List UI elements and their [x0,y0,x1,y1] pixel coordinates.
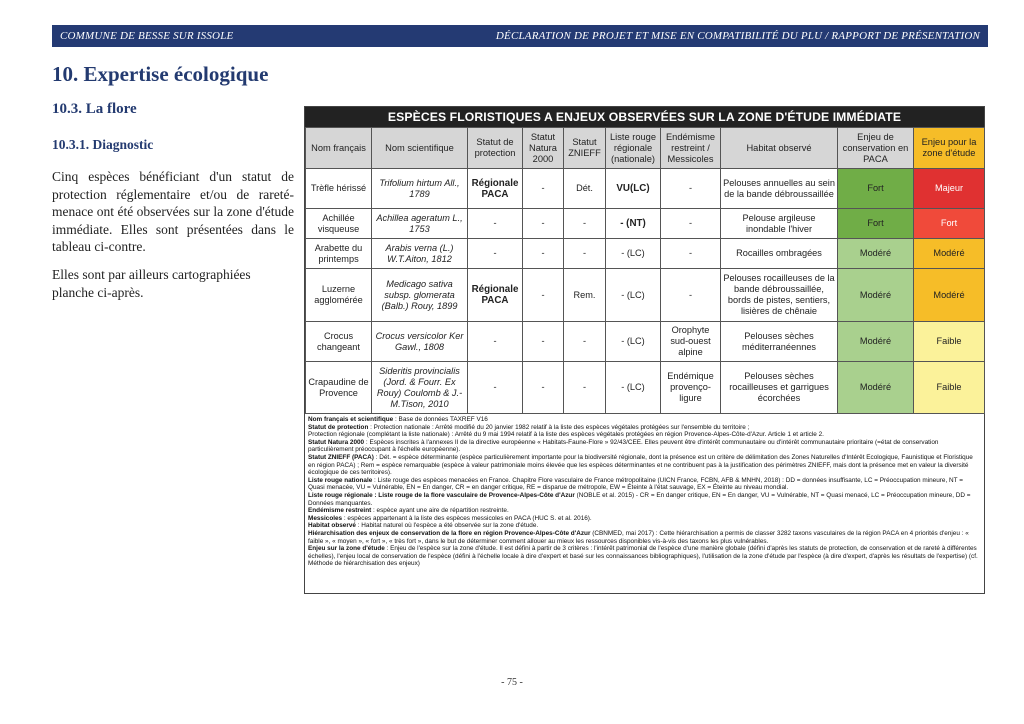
cell-nom-scientifique: Arabis verna (L.) W.T.Aiton, 1812 [372,239,468,269]
cell-znieff: Rem. [564,269,606,322]
cell-liste-rouge: - (LC) [606,322,661,362]
note-text: : Protection nationale : Arrêté modifié du 20 janvier 1982 relatif à la liste des espèces végétales protégées sur l'ensemble du territoire ; [368,423,750,431]
cell-nom-francais: Trèfle hérissé [306,169,372,209]
note-text: : Habitat naturel où l'espèce a été observée sur la zone d'étude. [355,522,539,530]
cell-enjeu-paca: Modéré [838,362,914,414]
cell-protection: - [468,322,523,362]
cell-habitat: Pelouses sèches méditerranéennes [721,322,838,362]
note-line [308,515,981,523]
table-row [306,322,985,362]
note-line [308,439,981,454]
note-text: (NOBLE et al. 2015) - CR = En danger critique, EN = En danger, VU = Vulnérable, NT = Quasi menacé, LC = Préoccupation mineure, DD = Données manquantes. [308,491,971,507]
cell-endemisme: - [661,169,721,209]
cell-protection: - [468,362,523,414]
note-label: Statut ZNIEFF (PACA) [308,453,374,461]
cell-enjeu-paca: Modéré [838,269,914,322]
cell-enjeu-paca: Fort [838,209,914,239]
note-text: : espèce ayant une aire de répartition restreinte. [371,507,509,515]
table-row [306,239,985,269]
species-table [305,127,985,414]
cell-natura: - [523,362,564,414]
cell-nom-francais: Crocus changeant [306,322,372,362]
cell-protection: - [468,209,523,239]
cell-nom-francais: Crapaudine de Provence [306,362,372,414]
note-line [308,507,981,515]
col-header-habitat: Habitat observé [721,128,838,169]
note-line [308,454,981,477]
note-line [308,431,981,439]
cell-enjeu-zone: Modéré [914,239,985,269]
page-header [52,25,988,47]
cell-endemisme: Orophyte sud-ouest alpine [661,322,721,362]
note-text: : Liste rouge des espèces menacées en France. Chapitre Flore vasculaire de France métropolitaine (UICN France, FCBN, AFB & MNHN, 2018) : DD = données insuffisante, LC = Préoccupation mineure, NT = Quasi menacée, VU = Vulnérable, EN = En danger, CR = en danger critique, RE = disparue de métropole, EW = Éteinte à l'état sauvage, EX = Éteinte au niveau mondial. [308,476,963,492]
note-label: Liste rouge nationale [308,476,373,484]
col-header-enjeu-zone: Enjeu pour la zone d'étude [914,128,985,169]
note-label: Hiérarchisation des enjeux de conservation de la flore en région Provence-Alpes-Côte d'Azur [308,529,591,537]
species-table-box [304,106,985,594]
table-title: ESPÈCES FLORISTIQUES A ENJEUX OBSERVÉES SUR LA ZONE D'ÉTUDE IMMÉDIATE [305,107,984,127]
header-document-title: DÉCLARATION DE PROJET ET MISE EN COMPATIBILITÉ DU PLU / RAPPORT DE PRÉSENTATION [495,30,980,42]
cell-habitat: Pelouse argileuse inondable l'hiver [721,209,838,239]
note-label: Statut Natura 2000 [308,438,365,446]
header-commune: COMMUNE DE BESSE SUR ISSOLE [60,30,234,42]
cell-nom-francais: Luzerne agglomérée [306,269,372,322]
note-label: Nom français et scientifique [308,416,394,423]
cell-protection: - [468,239,523,269]
cell-natura: - [523,322,564,362]
note-label: Enjeu sur la zone d'étude [308,545,385,553]
cell-enjeu-paca: Fort [838,169,914,209]
note-line [308,545,981,568]
cell-endemisme: - [661,269,721,322]
note-text: : Espèces inscrites à l'annexes II de la directive européenne « Habitats-Faune-Flore » 92/43/CEE. Elles peuvent être d'intérêt communautaire ou d'intérêt communautaire prioritaire (=état de conservation particulièrement préoccupant à l'échelle européenne). [308,438,939,454]
cell-protection: Régionale PACA [468,169,523,209]
note-label: Liste rouge régionale : Liste rouge de la flore vasculaire de Provence-Alpes-Côte d'Azur [308,491,575,499]
table-row [306,169,985,209]
cell-nom-scientifique: Medicago sativa subsp. glomerata (Balb.) Rouy, 1899 [372,269,468,322]
note-line [308,424,981,432]
cell-nom-scientifique: Achillea ageratum L., 1753 [372,209,468,239]
cell-natura: - [523,269,564,322]
cell-znieff: - [564,239,606,269]
cell-liste-rouge: - (LC) [606,269,661,322]
cell-liste-rouge: - (LC) [606,362,661,414]
cell-znieff: - [564,362,606,414]
cell-nom-francais: Arabette du printemps [306,239,372,269]
col-header-endemisme: Endémisme restreint / Messicoles [661,128,721,169]
col-header-natura: Statut Natura 2000 [523,128,564,169]
note-text: : Enjeu de l'espèce sur la zone d'étude. Il est défini à partir de 3 critères : l'intérêt patrimonial de l'espèce d'une manière globale (défini d'après les statuts de protection, de conservation et de rareté à différentes échelles), l'enjeu local de conservation de l'espèce (défini à l'échelle locale à dire d'expert et basé sur les connaissances bibliographiques), l'utilisation de la zone d'étude par l'espèce (à dire d'expert, d'après les résultats de l'expertise) (cf. Méthode de hiérarchisation des enjeux) [308,545,978,568]
note-line [308,416,981,424]
col-header-liste-rouge: Liste rouge régionale (nationale) [606,128,661,169]
table-notes [305,414,984,570]
table-row [306,209,985,239]
note-line [308,492,981,507]
note-label: Messicoles [308,514,343,522]
cell-natura: - [523,209,564,239]
note-line [308,477,981,492]
cell-endemisme: Endémique provenço-ligure [661,362,721,414]
cell-enjeu-zone: Faible [914,322,985,362]
cell-endemisme: - [661,209,721,239]
cell-nom-scientifique: Sideritis provincialis (Jord. & Fourr. Ex Rouy) Coulomb & J.-M.Tison, 2010 [372,362,468,414]
cell-liste-rouge: VU(LC) [606,169,661,209]
cell-habitat: Pelouses sèches rocailleuses et garrigues écorchées [721,362,838,414]
cell-natura: - [523,169,564,209]
note-line [308,522,981,530]
cell-protection: Régionale PACA [468,269,523,322]
note-label: Endémisme restreint [308,507,372,515]
note-text: : Dét. = espèce déterminante (espèce particulièrement importante pour la biodiversité régionale, dont la présence est un critère de délimitation des Zones Naturelles d'Intérêt Ecologique, Faunistique et Floristique en région PACA) ; Rem = espèce remarquable (espèce à valeur patrimoniale moins élevée que les espèces déterminantes et ne contribuent pas à la justification des périmètres ZNIEFF, mais dont la présence met en valeur la diversité écologique de ces territoires). [308,453,973,477]
cell-habitat: Pelouses annuelles au sein de la bande débroussaillée [721,169,838,209]
cell-enjeu-paca: Modéré [838,239,914,269]
subsubsection-title: 10.3.1. Diagnostic [52,137,154,152]
cell-liste-rouge: - (NT) [606,209,661,239]
intro-paragraph: Cinq espèces bénéficiant d'un statut de protection réglementaire et/ou de rareté-menace ont été observées sur la zone d'étude immédiate. Elles sont présentées dans le tableau ci-contre. [52,169,294,254]
cell-znieff: - [564,209,606,239]
col-header-statut-protection: Statut de protection [468,128,523,169]
table-row [306,362,985,414]
cell-enjeu-zone: Fort [914,209,985,239]
cell-znieff: - [564,322,606,362]
subsection-title: 10.3. La flore [52,101,137,117]
note-label: Habitat observé [308,522,356,530]
cell-habitat: Rocailles ombragées [721,239,838,269]
cell-znieff: Dét. [564,169,606,209]
section-title: 10. Expertise écologique [52,62,269,86]
cell-natura: - [523,239,564,269]
col-header-nom-francais: Nom français [306,128,372,169]
col-header-nom-scientifique: Nom scientifique [372,128,468,169]
page-number: - 75 - [501,677,523,688]
cell-nom-francais: Achillée visqueuse [306,209,372,239]
note-label: Statut de protection [308,423,369,431]
cell-nom-scientifique: Crocus versicolor Ker Gawl., 1808 [372,322,468,362]
note-text: : espèces appartenant à la liste des espèces messicoles en PACA (HUC S. et al. 2016). [342,514,592,522]
cell-enjeu-zone: Modéré [914,269,985,322]
cell-enjeu-paca: Modéré [838,322,914,362]
table-row [306,269,985,322]
cell-endemisme: - [661,239,721,269]
map-reference-paragraph: Elles sont par ailleurs cartographiées planche ci-après. [52,267,251,300]
col-header-znieff: Statut ZNIEFF [564,128,606,169]
cell-enjeu-zone: Faible [914,362,985,414]
note-text: Protection régionale (complétant la liste nationale) : Arrêté du 9 mai 1994 relatif à la liste des espèces végétales protégées en région Provence-Alpes-Côte-d'Azur. Article 1 et article 2. [308,431,824,439]
note-line [308,530,981,545]
note-text: (CBNMED, mai 2017) : Cette hiérarchisation a permis de classer 3282 taxons vasculaires de la région PACA en 4 priorités d'enjeu : « faible », « moyen », « fort », « très fort », dans le but de déterminer comment allouer au mieux les ressources disponibles vis-à-vis des taxons les plus vulnérables. [308,529,969,545]
table-header-row [306,128,985,169]
cell-nom-scientifique: Trifolium hirtum All., 1789 [372,169,468,209]
cell-enjeu-zone: Majeur [914,169,985,209]
col-header-enjeu-paca: Enjeu de conservation en PACA [838,128,914,169]
note-text: : Base de données TAXREF V16 [393,416,488,423]
cell-liste-rouge: - (LC) [606,239,661,269]
cell-habitat: Pelouses rocailleuses de la bande débroussaillée, bords de pistes, sentiers, lisières de chênaie [721,269,838,322]
